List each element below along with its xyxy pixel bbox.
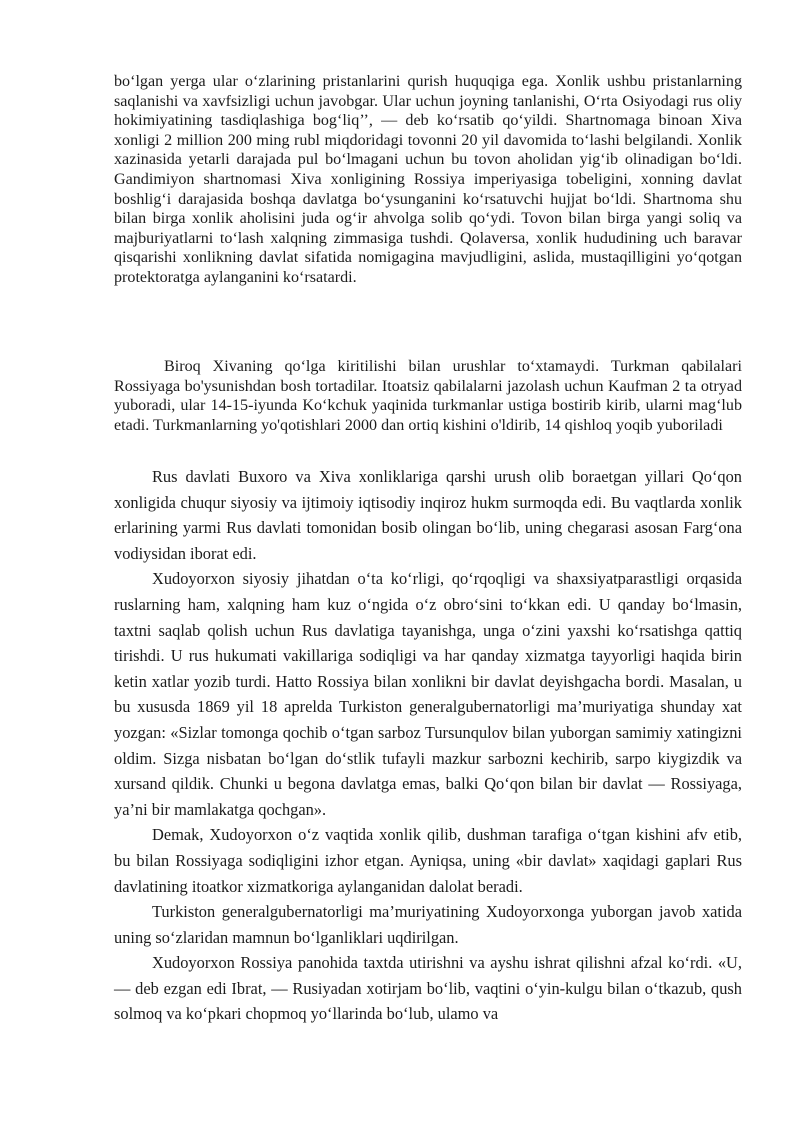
paragraph-5: Demak, Xudoyorxon o‘z vaqtida xonlik qilib, dushman tarafiga o‘tgan kishini afv etib, bu bilan Rossiyaga sodiqligini izhor etgan. Ayniqsa, uning «bir davlat» xaqidagi gaplari Rus davlatining itoatkor xizmatkoriga aylanganidan dalolat beradi. (114, 825, 742, 896)
text-block-bottom (114, 464, 742, 1027)
paragraph-2: Biroq Xivaning qo‘lga kiritilishi bilan urushlar to‘xtamaydi. Turkman qabilalari Rossiyaga bo'ysunishdan bosh tortadilar. Itoatsiz qabilalarni jazolash uchun Kaufman 2 ta otryad yuboradi, ular 14-15-iyunda Ko‘kchuk yaqinida turkmanlar ustiga bostirib kirib, ularni mag‘lub etadi. Turkmanlarning yo'qotishlari 2000 dan ortiq kishini o'ldirib, 14 qishloq yoqib yuboriladi (114, 358, 742, 434)
paragraph-7: Xudoyorxon Rossiya panohida taxtda utirishni va ayshu ishrat qilishni afzal ko‘rdi. «U, — deb ezgan edi Ibrat, — Rusiyadan xotirjam bo‘lib, vaqtini o‘yin-kulgu bilan o‘tkazub, qush solmoq va ko‘pkari chopmoq yo‘llarinda bo‘lub, ulamo va (114, 953, 742, 1024)
paragraph-6: Turkiston generalgubernatorligi ma’muriyatining Xudoyorxonga yuborgan javob xatida uning so‘zlaridan mamnun bo‘lganliklari uqdirilgan. (114, 902, 742, 947)
text-block-middle (114, 357, 742, 435)
paragraph-4: Xudoyorxon siyosiy jihatdan o‘ta ko‘rligi, qo‘rqoqligi va shaxsiyatparastligi orqasida ruslarning ham, xalqning ham kuz o‘ngida o‘z obro‘sini to‘kkan edi. U qanday bo‘lmasin, taxtni saqlab qolish uchun Rus davlatiga tayanishga, unga o‘zini yaxshi ko‘rsatishga qattiq tirishdi. U rus hukumati vakillariga sodiqligi va har qanday xizmatga tayyorligi haqida birin ketin xatlar yozib turdi. Hatto Rossiya bilan xonlikni bir davlat deyishgacha bordi. Masalan, u bu xususda 1869 yil 18 aprelda Turkiston generalgubernatorligi ma’muriyatiga shunday xat yozgan: «Sizlar tomonga qochib o‘tgan sarboz Tursunqulov bilan yuborgan samimiy xatingizni oldim. Sizga nisbatan bo‘lgan do‘stlik tufayli mazkur sarbozni kechirib, sarpo kiygizdik va xursand qildik. Chunki u begona davlatga emas, balki Qo‘qon bilan bir davlat — Rossiyaga, ya’ni bir mamlakatga qochgan». (114, 569, 742, 819)
paragraph-1: bo‘lgan yerga ular o‘zlarining pristanlarini qurish huquqiga ega. Xonlik ushbu pristanlarning saqlanishi va xavfsizligi uchun javobgar. Ular uchun joyning tanlanishi, O‘rta Osiyodagi rus oliy hokimiyatining tasdiqlashiga bog‘liq’’, — deb ko‘rsatib qo‘yildi. Shartnomaga binoan Xiva xonligi 2 million 200 ming rubl miqdoridagi tovonni 20 yil davomida to‘lashi belgilandi. Xonlik xazinasida yetarli darajada pul bo‘lmagani uchun bu tovon aholidan yig‘ib olinadigan bo‘ldi. Gandimiyon shartnomasi Xiva xonligining Rossiya imperiyasiga tobeligini, xonning davlat boshlig‘i darajasida boshqa davlatga bo‘ysunganini ko‘rsatuvchi hujjat bo‘ldi. Shartnoma shu bilan birga xonlik aholisini juda og‘ir ahvolga solib qo‘ydi. Tovon bilan birga yangi soliq va majburiyatlarni to‘lash xalqning zimmasiga tushdi. Qolaversa, xonlik hududining uch baravar qisqarishi xonlikning davlat sifatida nomigagina mavjudligini, aslida, mustaqilligini yo‘qotgan protektoratga aylanganini ko‘rsatardi. (114, 73, 742, 286)
paragraph-3: Rus davlati Buxoro va Xiva xonliklariga qarshi urush olib boraetgan yillari Qo‘qon xonligida chuqur siyosiy va ijtimoiy iqtisodiy inqiroz hukm surmoqda edi. Bu vaqtlarda xonlik erlarining yarmi Rus davlati tomonidan bosib olingan bo‘lib, uning chegarasi asosan Farg‘ona vodiysidan iborat edi. (114, 467, 742, 563)
text-block-top (114, 72, 742, 288)
